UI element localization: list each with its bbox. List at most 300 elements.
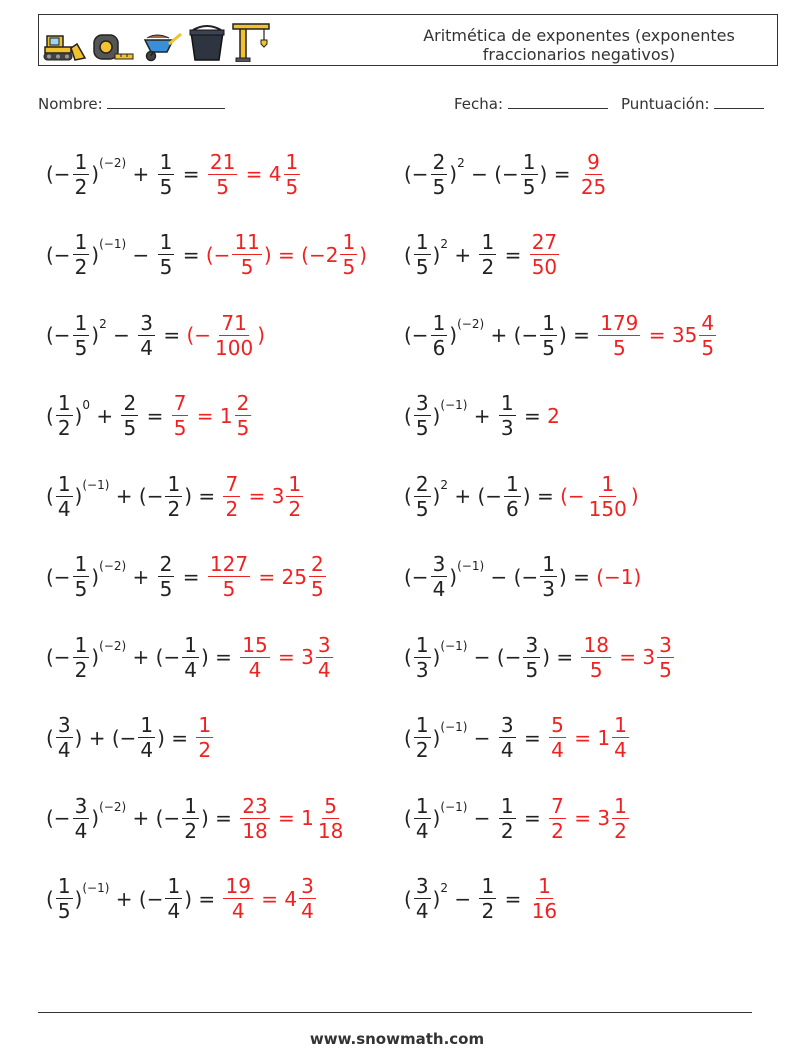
fraction (414, 876, 431, 921)
fraction (73, 232, 90, 277)
expression-text: − (126, 242, 156, 267)
expression-text: ) = (522, 484, 561, 508)
denominator: 4 (167, 899, 181, 923)
fraction (699, 310, 716, 360)
problem-18 (404, 788, 631, 848)
denominator: 2 (57, 416, 71, 440)
exponent: (−1) (99, 236, 127, 251)
expression-text: ) (359, 242, 367, 267)
numerator: 18 (583, 632, 609, 657)
fraction (73, 310, 90, 360)
expression-text: ) (91, 645, 100, 669)
answer (560, 471, 639, 521)
expression-text: = 1 (190, 403, 233, 428)
expression-text: (− (404, 162, 429, 186)
fraction (540, 554, 557, 599)
denominator: 5 (415, 416, 429, 440)
fraction (240, 632, 269, 682)
fraction (499, 793, 516, 843)
worksheet-header (38, 14, 778, 66)
denominator: 3 (415, 657, 429, 682)
fraction (530, 876, 559, 921)
numerator: 1 (342, 230, 356, 254)
fraction (431, 149, 448, 199)
expression-text: = (498, 242, 528, 267)
fraction (138, 715, 155, 760)
denominator: 5 (240, 255, 254, 279)
denominator: 2 (225, 496, 239, 521)
fraction (73, 554, 90, 599)
crane-icon (231, 20, 271, 62)
answer (547, 404, 560, 428)
expression-text: ) (432, 886, 441, 911)
fraction (657, 632, 674, 682)
expression-text: (− (560, 484, 585, 508)
numerator: 11 (234, 230, 260, 254)
answer (170, 393, 254, 438)
expression-text: ) (449, 162, 458, 186)
problem-20 (404, 869, 561, 929)
denominator: 5 (415, 255, 429, 279)
denominator: 50 (531, 255, 558, 279)
fraction (56, 715, 73, 760)
expression-text: ) = (184, 886, 222, 911)
numerator: 1 (601, 471, 615, 496)
exponent: (−1) (82, 478, 110, 492)
expression-text: − (448, 886, 478, 911)
numerator: 3 (317, 632, 331, 657)
expression-text: ( (404, 403, 412, 428)
fraction (581, 632, 610, 682)
denominator: 2 (500, 818, 514, 843)
expression-text: ) (91, 162, 100, 186)
denominator: 4 (248, 657, 262, 682)
answer (596, 565, 641, 589)
problem-1 (46, 144, 302, 204)
fraction (612, 715, 629, 760)
fraction (479, 876, 496, 921)
expression-text: = (156, 323, 187, 347)
fraction (530, 232, 559, 277)
denominator: 6 (506, 496, 519, 521)
denominator: 4 (551, 738, 564, 762)
numerator: 1 (542, 310, 555, 335)
numerator: 7 (551, 793, 564, 818)
expression-text: ) = (200, 806, 239, 830)
answer (528, 876, 561, 921)
exponent: (−1) (440, 719, 468, 734)
expression-text: − (− (484, 564, 539, 589)
numerator: 9 (587, 149, 600, 174)
fraction (549, 715, 566, 760)
denominator: 5 (57, 899, 71, 923)
fraction (414, 715, 431, 760)
expression-text: = 1 (567, 725, 611, 750)
fraction (521, 149, 538, 199)
name-label: Nombre: (38, 95, 103, 113)
expression-text: ) (432, 403, 441, 428)
problem-7 (46, 386, 253, 446)
numerator: 7 (225, 471, 239, 496)
numerator: 1 (415, 793, 429, 818)
denominator: 4 (140, 738, 154, 762)
expression-text: = 3 (242, 484, 285, 508)
expression-text: ( (404, 806, 412, 830)
expression-text: = 4 (254, 886, 298, 911)
numerator: 1 (415, 632, 429, 657)
denominator: 2 (481, 899, 495, 923)
denominator: 2 (481, 255, 495, 279)
exponent: (−2) (99, 558, 127, 573)
fraction (414, 232, 431, 277)
expression-text: + (− (126, 806, 181, 830)
expression-text: − (− (464, 162, 519, 186)
numerator: 1 (74, 310, 88, 335)
answer (206, 554, 328, 599)
fraction (56, 876, 73, 921)
fraction (208, 554, 250, 599)
denominator: 4 (432, 577, 446, 601)
denominator: 25 (580, 174, 607, 199)
expression-text: ) = (539, 162, 577, 186)
numerator: 1 (481, 230, 495, 254)
fraction (73, 149, 90, 199)
denominator: 3 (542, 577, 555, 601)
denominator: 4 (140, 335, 153, 360)
denominator: 5 (159, 255, 173, 279)
numerator: 1 (57, 874, 71, 898)
numerator: 2 (236, 391, 250, 415)
problem-3 (46, 225, 367, 285)
fraction (73, 632, 90, 682)
expression-text: ) (74, 403, 83, 428)
denominator: 5 (236, 416, 250, 440)
fraction (73, 793, 90, 843)
numerator: 2 (159, 552, 173, 576)
denominator: 5 (612, 335, 626, 360)
denominator: 5 (701, 335, 715, 360)
expression-text: (− (46, 645, 71, 669)
numerator: 3 (301, 874, 314, 898)
expression-text: = 25 (252, 564, 307, 589)
fraction (213, 310, 255, 360)
date-line (508, 94, 608, 109)
denominator: 4 (184, 657, 197, 682)
fraction (56, 393, 73, 438)
expression-text: = (176, 162, 206, 186)
expression-text: ) (432, 725, 441, 750)
expression-text: = (176, 564, 206, 589)
problem-9 (46, 466, 305, 526)
problem-19 (46, 869, 318, 929)
expression-text: (− (46, 162, 71, 186)
expression-text: + (− (448, 484, 503, 508)
numerator: 15 (242, 632, 268, 657)
date-field (454, 94, 608, 113)
numerator: 1 (57, 471, 71, 496)
numerator: 1 (74, 552, 88, 576)
denominator: 2 (288, 496, 302, 521)
expression-text: + (126, 564, 156, 589)
denominator: 6 (432, 335, 446, 360)
expression-text: − (467, 725, 497, 750)
denominator: 5 (222, 577, 236, 601)
expression-text: ) = (542, 645, 580, 669)
score-line (714, 94, 764, 109)
exponent: (−1) (440, 397, 468, 412)
denominator: 2 (74, 255, 88, 279)
numerator: 1 (140, 713, 154, 737)
expression-text: ( (46, 484, 54, 508)
fraction (504, 471, 521, 521)
expression-text: ) = (184, 484, 222, 508)
fraction (340, 232, 357, 277)
fraction (299, 876, 316, 921)
fraction (232, 232, 261, 277)
denominator: 2 (198, 738, 212, 762)
expression-text: ) (74, 484, 83, 508)
numerator: 4 (701, 310, 715, 335)
expression-text: (− (46, 323, 71, 347)
expression-text: ( (404, 242, 412, 267)
expression-text: = (140, 403, 170, 428)
numerator: 1 (74, 632, 88, 657)
denominator: 16 (531, 899, 558, 923)
expression-text: = 3 (612, 645, 656, 669)
denominator: 4 (57, 496, 71, 521)
exponent: (−1) (440, 800, 468, 814)
expression-text: = (517, 725, 548, 750)
expression-text: ) + (− (74, 725, 137, 750)
problem-14 (404, 627, 676, 687)
exponent: (−2) (99, 800, 127, 814)
exponent: (−2) (99, 639, 127, 653)
numerator: 1 (500, 391, 514, 415)
numerator: 21 (209, 149, 236, 174)
numerator: 3 (500, 713, 514, 737)
expression-text: (−1) (596, 564, 642, 589)
fraction (158, 149, 175, 199)
fraction (165, 876, 182, 921)
denominator: 4 (415, 899, 429, 923)
denominator: 5 (432, 174, 446, 199)
fraction (165, 471, 182, 521)
problem-15 (46, 708, 215, 768)
fraction (414, 793, 431, 843)
fraction (587, 471, 629, 521)
denominator: 5 (123, 416, 137, 440)
expression-text: (− (46, 806, 71, 830)
numerator: 1 (159, 230, 173, 254)
fraction (523, 632, 540, 682)
fraction (431, 310, 448, 360)
expression-text: 2 (547, 403, 560, 428)
expression-text: = 4 (239, 162, 282, 186)
expression-text: ) = (200, 645, 239, 669)
numerator: 19 (225, 874, 251, 898)
footer-url: www.snowmath.com (309, 1030, 485, 1048)
expression-text: + (− (484, 323, 539, 347)
answer (194, 715, 215, 760)
denominator: 5 (173, 416, 187, 440)
expression-text: (− (46, 564, 71, 589)
expression-text: ) (432, 645, 441, 669)
name-line (107, 94, 225, 109)
answer (186, 310, 266, 360)
expression-text: = 1 (271, 806, 314, 830)
numerator: 1 (159, 149, 173, 174)
expression-text: ) (432, 806, 441, 830)
fraction (208, 149, 237, 199)
exponent: 2 (457, 156, 465, 170)
numerator: 1 (57, 391, 71, 415)
expression-text: ) = (157, 725, 195, 750)
fraction (612, 793, 629, 843)
answer (547, 715, 631, 760)
expression-text: (− (186, 323, 212, 347)
problem-5 (46, 305, 265, 365)
denominator: 4 (57, 738, 71, 762)
denominator: 5 (342, 255, 356, 279)
score-field (621, 94, 764, 113)
numerator: 3 (415, 391, 429, 415)
numerator: 2 (415, 471, 429, 496)
numerator: 1 (614, 793, 627, 818)
denominator: 2 (74, 174, 88, 199)
numerator: 2 (432, 149, 446, 174)
fraction (414, 393, 431, 438)
answer (221, 471, 305, 521)
expression-text: ( (46, 725, 54, 750)
expression-text: + (467, 403, 497, 428)
exponent: 0 (82, 397, 90, 412)
denominator: 4 (74, 818, 88, 843)
numerator: 1 (538, 874, 551, 898)
expression-text: = (517, 403, 548, 428)
denominator: 2 (74, 657, 88, 682)
fraction (549, 793, 566, 843)
denominator: 18 (242, 818, 268, 843)
numerator: 1 (285, 149, 299, 174)
fraction (56, 471, 73, 521)
expression-text: ( (404, 886, 412, 911)
expression-text: ( (404, 725, 412, 750)
fraction (431, 554, 448, 599)
expression-text: ) (432, 242, 441, 267)
answer (221, 876, 317, 921)
fraction (240, 793, 269, 843)
numerator: 1 (74, 230, 88, 254)
answer (596, 310, 718, 360)
fraction (598, 310, 640, 360)
numerator: 1 (167, 874, 181, 898)
numerator: 23 (242, 793, 268, 818)
fraction (316, 632, 333, 682)
answer (577, 149, 610, 199)
numerator: 1 (432, 310, 446, 335)
expression-text: ) (630, 484, 639, 508)
expression-text: ( (404, 484, 412, 508)
expression-text: = (176, 242, 206, 267)
expression-text: ) (91, 806, 100, 830)
denominator: 4 (301, 899, 314, 923)
expression-text: = (498, 886, 528, 911)
exponent: 2 (99, 317, 107, 331)
fraction (540, 310, 557, 360)
fraction (158, 232, 175, 277)
denominator: 4 (415, 818, 429, 843)
denominator: 2 (614, 818, 627, 843)
denominator: 5 (525, 657, 539, 682)
problem-6 (404, 305, 718, 365)
fraction (479, 232, 496, 277)
numerator: 3 (74, 793, 88, 818)
numerator: 1 (481, 874, 495, 898)
expression-text: + (− (109, 484, 164, 508)
numerator: 1 (415, 230, 429, 254)
fraction (223, 876, 252, 921)
problem-13 (46, 627, 335, 687)
numerator: 1 (542, 552, 555, 576)
fraction (182, 793, 199, 843)
denominator: 5 (159, 577, 173, 601)
problem-17 (46, 788, 347, 848)
expression-text: − (106, 323, 137, 347)
problem-10 (404, 466, 639, 526)
expression-text: ) = (558, 323, 597, 347)
numerator: 1 (167, 471, 181, 496)
fraction (316, 793, 345, 843)
denominator: 18 (317, 818, 344, 843)
numerator: 71 (221, 310, 247, 335)
denominator: 5 (74, 577, 88, 601)
denominator: 3 (500, 416, 514, 440)
denominator: 100 (215, 335, 254, 360)
fraction (579, 149, 608, 199)
bucket-icon (187, 24, 227, 62)
numerator: 1 (415, 713, 429, 737)
expression-text: (− (404, 564, 429, 589)
expression-text: ) (74, 886, 83, 911)
numerator: 2 (123, 391, 137, 415)
expression-text: ( (46, 886, 54, 911)
expression-text: − (− (467, 645, 522, 669)
numerator: 5 (551, 713, 564, 737)
denominator: 5 (415, 496, 429, 521)
page-title: Aritmética de exponentes (exponentes fraccionarios negativos) (423, 26, 735, 64)
expression-text: + (448, 242, 478, 267)
numerator: 179 (600, 310, 639, 335)
expression-text: (− (46, 242, 71, 267)
numerator: 3 (525, 632, 539, 657)
numerator: 2 (310, 552, 324, 576)
answer (206, 232, 367, 277)
fraction (284, 149, 301, 199)
expression-text: + (− (126, 645, 181, 669)
denominator: 2 (551, 818, 564, 843)
expression-text: ) = (−2 (263, 242, 339, 267)
denominator: 5 (74, 335, 88, 360)
denominator: 4 (500, 738, 514, 762)
footer-divider (38, 1012, 752, 1013)
answer (238, 632, 334, 682)
header-icons (43, 20, 271, 62)
fraction (499, 715, 516, 760)
expression-text: = 35 (642, 323, 698, 347)
expression-text: = 3 (567, 806, 611, 830)
numerator: 3 (415, 874, 429, 898)
numerator: 7 (173, 391, 187, 415)
